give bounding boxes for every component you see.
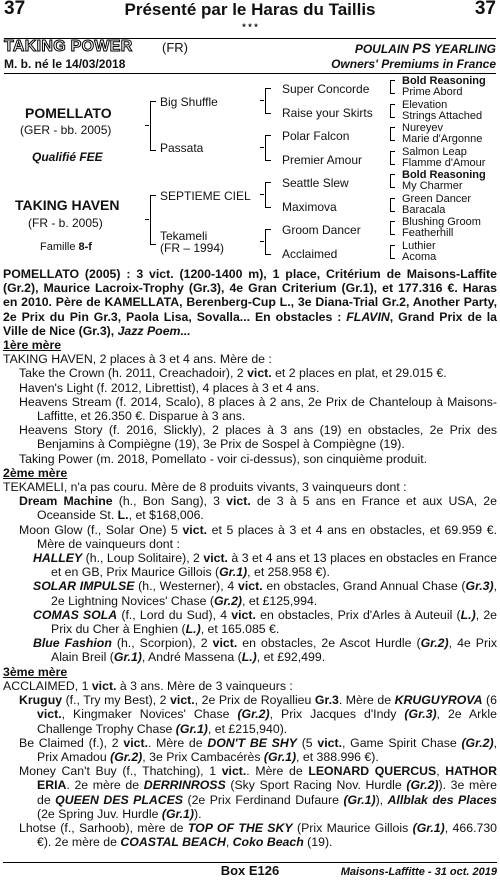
list-item: HALLEY (h., Loup Solitaire), 2 vict. à 3 et 4 ans et 13 places en obstacles en France et en GB, Prix Maurice Gillois (Gr.1), et 258.958 €). <box>33 551 498 580</box>
box-number: Box E126 <box>220 863 280 878</box>
bracket-tick <box>145 125 149 126</box>
horse-birth: M. b. né le 14/03/2018 <box>4 57 126 71</box>
bracket-tick <box>260 147 264 148</box>
pedigree-table <box>0 76 500 266</box>
list-item: Haven's Light (f. 2012, Librettist), 4 places à 3 et 4 ans. <box>19 380 320 395</box>
bracket-sire <box>150 101 156 151</box>
g2-dam-dam-info: (FR – 1994) <box>160 241 225 255</box>
consignor-title: Présenté par le Haras du Taillis <box>124 0 376 19</box>
g3-2: Raise your Skirts <box>282 106 373 120</box>
bracket-g3 <box>390 198 395 212</box>
page-footer <box>3 862 497 880</box>
sire-paragraph: POMELLATO (2005) : 3 vict. (1200-1400 m), 1 place, Critérium de Maisons-Laffite (Gr.2), Maurice Lacroix-Trophy (Gr.3), 4e Gran Criterium (Gr.1), et 177.316 €. Haras en 2010. Père de KAMELLATA, Berenberg-Cup L., 3e Diana-Trial Gr.2, Another Party, 2e Prix du Pin Gr.3, Paola Lisa, Sovalla... En obstacles : FLAVIN, Grand Prix de la Ville de Nice (Gr.3), Jazz Poem... <box>3 267 497 338</box>
lot-number-left: 37 <box>4 0 26 19</box>
sire-qualification: Qualifié FEE <box>32 150 103 164</box>
g2-dam-sire: SEPTIEME CIEL <box>160 189 251 203</box>
bracket-tick <box>260 241 264 242</box>
second-dam-heading: TEKAMELI, n'a pas couru. Mère de 8 produits vivants, 3 vainqueurs dont : <box>3 480 407 495</box>
g4-16: Acoma <box>402 251 437 263</box>
list-item: Be Claimed (f.), 2 vict.. Mère de DON'T BE SHY (5 vict., Game Spirit Chase (Gr.2), Prix Amadou (Gr.2), 3e Prix Cambacérès (Gr.1), et 388.996 €). <box>19 735 497 764</box>
list-item: Moon Glow (f., Solar One) 5 vict. et 5 places à 3 et 4 ans en obstacles, et 69.959 €. Mère de vainqueurs dont : <box>19 522 497 551</box>
bracket-g3 <box>390 245 395 259</box>
g3-7: Groom Dancer <box>282 223 361 237</box>
sire-name: POMELLATO <box>25 105 112 121</box>
g4-1: Bold Reasoning <box>402 75 486 87</box>
g3-1: Super Concorde <box>282 82 370 96</box>
sire-info: (GER - bb. 2005) <box>20 123 112 137</box>
list-item: Kruguy (f., Try my Best), 2 vict., 2e Prix de Royallieu Gr.3. Mère de KRUGUYROVA (6 vict., Kingmaker Novices' Chase (Gr.2), Prix Jacques d'Indy (Gr.3), 2e Arkle Challenge Trophy Chase (Gr.1), et £215,940). <box>19 693 497 736</box>
g4-5: Nureyev <box>402 122 443 134</box>
g4-14: Featherhill <box>402 227 454 239</box>
bracket-g2 <box>265 88 271 114</box>
g4-13: Blushing Groom <box>402 216 481 228</box>
bracket-tick <box>260 194 264 195</box>
dam-family: Famille 8-f <box>40 241 92 253</box>
bracket-g3 <box>390 221 395 235</box>
g4-10: My Charmer <box>402 180 463 192</box>
bracket-tick <box>260 100 264 101</box>
bracket-tick <box>145 219 149 220</box>
g2-sire-dam: Passata <box>160 141 204 155</box>
horse-category: POULAIN PS YEARLING <box>354 40 496 56</box>
section-first-dam: 1ère mère <box>3 338 62 353</box>
list-item: SOLAR IMPULSE (h., Westerner), 4 vict. en obstacles, Grand Annual Chase (Gr.3), 2e Lightning Novices' Chase (Gr.2), et £125,994. <box>33 579 497 608</box>
lot-number-right: 37 <box>474 0 496 19</box>
bracket-g3 <box>390 104 395 118</box>
sale-place-date: Maisons-Laffitte - 31 oct. 2019 <box>340 866 497 878</box>
g4-3: Elevation <box>402 99 448 111</box>
g3-6: Maximova <box>282 200 337 214</box>
third-dam-heading: ACCLAIMED, 1 vict. à 3 ans. Mère de 3 vainqueurs : <box>3 678 293 693</box>
g4-7: Salmon Leap <box>402 146 467 158</box>
g3-3: Polar Falcon <box>282 129 350 143</box>
g4-15: Luthier <box>402 240 436 252</box>
horse-country: (FR) <box>162 40 188 55</box>
g4-12: Baracala <box>402 204 446 216</box>
g3-5: Seattle Slew <box>282 176 349 190</box>
g4-11: Green Dancer <box>402 193 472 205</box>
header-stars: * * * <box>242 22 258 32</box>
first-dam-heading: TAKING HAVEN, 2 places à 3 et 4 ans. Mère de : <box>3 352 272 367</box>
bracket-g2 <box>265 182 271 208</box>
owners-premiums: Owners' Premiums in France <box>331 57 496 71</box>
bracket-g2 <box>265 135 271 161</box>
bracket-g3 <box>390 174 395 188</box>
g2-sire-sire: Big Shuffle <box>160 95 218 109</box>
dam-info: (FR - b. 2005) <box>28 216 103 230</box>
list-item: Blue Fashion (h., Scorpion), 2 vict. en obstacles, 2e Ascot Hurdle (Gr.2), 4e Prix Alain Breil (Gr.1), André Massena (L.), et £92,499. <box>33 636 497 665</box>
bracket-g3 <box>390 127 395 141</box>
list-item: COMAS SOLA (f., Lord du Sud), 4 vict. en obstacles, Prix d'Arles à Auteuil (L.), 2e Prix du Cher à Enghien (L.), et 165.085 €. <box>33 607 497 637</box>
g4-4: Strings Attached <box>402 110 483 122</box>
list-item: Dream Machine (h., Bon Sang), 3 vict. de 3 à 5 ans en France et aux USA, 2e Oceanside St. L., et $168,006. <box>19 494 497 523</box>
bracket-g2 <box>265 229 271 255</box>
page-header <box>4 0 496 32</box>
section-third-dam: 3ème mère <box>3 664 68 679</box>
g3-4: Premier Amour <box>282 153 363 167</box>
list-item: Money Can't Buy (f., Thatching), 1 vict.. Mère de LEONARD QUERCUS, HATHOR ERIA. 2e mère de DERRINROSS (Sky Sport Racing Nov. Hurdle (Gr.2)). 3e mère de QUEEN DES PLACES (2e Prix Ferdinand Dufaure (Gr.1)), Allblak des Places (2e Spring Juv. Hurdle (Gr.1)). <box>19 764 497 821</box>
bracket-dam <box>150 195 156 245</box>
list-item: Heavens Stream (f. 2014, Scalo), 8 places à 2 ans, 2e Prix de Chanteloup à Maisons-Laffitte, et 26.350 €. Disparue à 3 ans. <box>19 394 497 424</box>
g4-6: Marie d'Argonne <box>402 133 483 145</box>
g4-9: Bold Reasoning <box>402 169 486 181</box>
catalogue-text <box>3 267 497 849</box>
list-item: Heavens Story (f. 2016, Slickly), 2 places à 3 ans (19) en obstacles, 2e Prix des Benjamins à Compiègne (19), 3e Prix de Sospel à Compiègne (19). <box>19 423 497 452</box>
g2-dam-dam: Tekameli <box>160 229 208 243</box>
bracket-g3 <box>390 80 395 94</box>
bracket-g3 <box>390 151 395 165</box>
horse-title-bar <box>4 38 496 74</box>
dam-name: TAKING HAVEN <box>15 197 120 213</box>
g3-8: Acclaimed <box>282 247 338 261</box>
g4-2: Prime Abord <box>402 86 463 98</box>
horse-name: TAKING POWER <box>4 38 133 55</box>
list-item: Take the Crown (h. 2011, Creachadoir), 2 vict. et 2 places en plat, et 29.015 €. <box>19 366 447 381</box>
g4-8: Flamme d'Amour <box>402 157 486 169</box>
section-second-dam: 2ème mère <box>3 465 68 480</box>
list-item: Taking Power (m. 2018, Pomellato - voir ci-dessus), son cinquième produit. <box>19 451 428 466</box>
list-item: Lhotse (f., Sarhoob), mère de TOP OF THE SKY (Prix Maurice Gillois (Gr.1), 466.730 €). 2e mère de COASTAL BEACH, Coko Beach (19). <box>19 820 497 850</box>
